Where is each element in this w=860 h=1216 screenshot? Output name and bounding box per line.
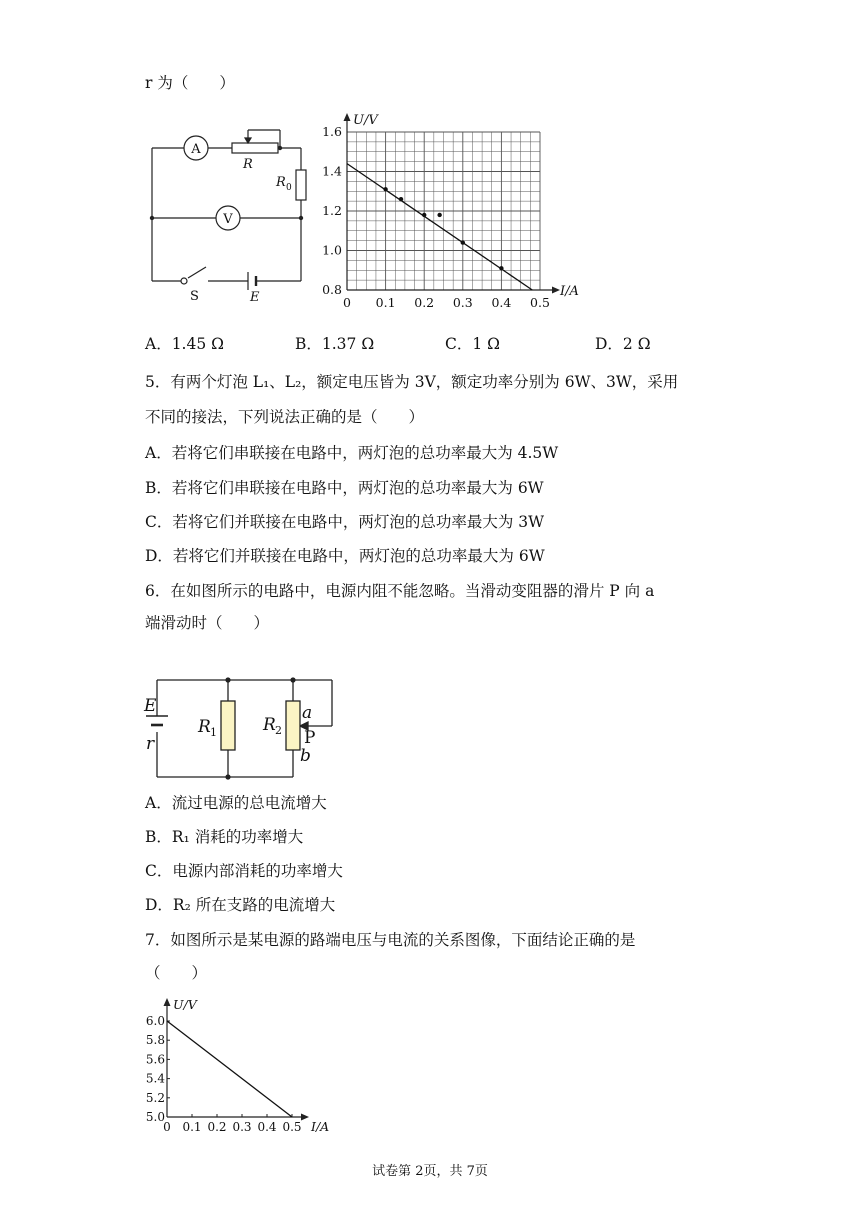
q4-option-a[interactable]: A．1.45 Ω — [145, 335, 224, 353]
terminal-b-label: b — [300, 746, 311, 766]
y-tick-label: 5.0 — [145, 1110, 165, 1124]
x-axis-label: I/A — [311, 1119, 330, 1134]
q7-ui-chart — [140, 995, 340, 1140]
y-tick-label: 5.4 — [145, 1071, 165, 1086]
q4-intro: r 为（ ） — [145, 74, 235, 92]
q5-option-b[interactable]: B．若将它们串联接在电路中，两灯泡的总功率最大为 6W — [145, 479, 544, 497]
series-line — [167, 1021, 292, 1117]
q4-option-b[interactable]: B．1.37 Ω — [295, 335, 375, 353]
x-tick-label: 0.2 — [207, 1120, 227, 1134]
r0-subscript: 0 — [286, 183, 292, 193]
q6-option-c[interactable]: C．电源内部消耗的功率增大 — [145, 862, 343, 880]
q5-option-d[interactable]: D．若将它们并联接在电路中，两灯泡的总功率最大为 6W — [145, 547, 545, 565]
r2-subscript: 2 — [275, 724, 282, 737]
q6-circuit-diagram — [140, 668, 345, 786]
emf-label: E — [144, 696, 157, 716]
q5-option-a[interactable]: A．若将它们串联接在电路中，两灯泡的总功率最大为 4.5W — [145, 444, 559, 462]
data-point — [437, 213, 441, 217]
ammeter-label: A — [191, 142, 201, 157]
voltmeter-label: V — [223, 212, 233, 227]
y-tick-label: 1.2 — [322, 203, 342, 218]
q6-stem-line2: 端滑动时（ ） — [145, 614, 270, 632]
x-tick-label: 0 — [163, 1120, 171, 1134]
x-tick-label: 0.5 — [530, 295, 550, 310]
x-axis-arrow-icon — [552, 287, 560, 294]
y-axis-label: U/V — [353, 113, 378, 128]
data-point — [383, 187, 387, 191]
r1-resistor-icon — [221, 701, 235, 750]
data-point — [499, 266, 503, 270]
data-point — [461, 240, 465, 244]
r1-label: R — [198, 717, 211, 737]
y-tick-label: 5.2 — [145, 1090, 165, 1105]
x-axis-arrow-icon — [301, 1114, 309, 1121]
x-tick-label: 0.1 — [182, 1120, 202, 1134]
q5-stem-line2: 不同的接法，下列说法正确的是（ ） — [145, 408, 425, 426]
r2-rheostat-icon — [286, 701, 300, 750]
q4-ui-chart — [310, 110, 600, 315]
x-tick-label: 0.4 — [491, 295, 512, 310]
y-axis-arrow-icon — [164, 998, 171, 1006]
fit-line — [347, 164, 532, 290]
r1-subscript: 1 — [210, 726, 217, 739]
switch-icon — [181, 278, 187, 284]
y-tick-label: 1.6 — [322, 124, 342, 139]
q5-stem-line1: 5．有两个灯泡 L₁、L₂，额定电压皆为 3V，额定功率分别为 6W、3W，采用 — [145, 373, 679, 391]
r0-label: R — [276, 175, 286, 190]
terminal-a-label: a — [302, 703, 313, 723]
x-tick-label: 0.3 — [452, 295, 473, 310]
q6-option-d[interactable]: D．R₂ 所在支路的电流增大 — [145, 896, 336, 914]
q6-option-b[interactable]: B．R₁ 消耗的功率增大 — [145, 828, 304, 846]
q6-stem-line1: 6．在如图所示的电路中，电源内阻不能忽略。当滑动变阻器的滑片 P 向 a — [145, 582, 655, 600]
r2-label: R — [263, 715, 276, 735]
data-point — [399, 197, 403, 201]
q4-option-d[interactable]: D．2 Ω — [595, 335, 651, 353]
y-tick-label: 1.0 — [322, 242, 342, 258]
y-tick-label: 5.8 — [145, 1033, 165, 1048]
q4-circuit-diagram — [140, 118, 320, 313]
y-tick-label: 5.6 — [145, 1052, 165, 1067]
internal-resistance-label: r — [146, 734, 155, 754]
x-tick-label: 0.4 — [257, 1120, 277, 1134]
y-axis-arrow-icon — [344, 113, 351, 121]
x-tick-label: 0.2 — [414, 295, 435, 310]
x-tick-label: 0.3 — [232, 1120, 252, 1134]
q6-option-a[interactable]: A．流过电源的总电流增大 — [145, 794, 327, 812]
q7-stem-line2: （ ） — [145, 964, 208, 982]
x-axis-label: I/A — [560, 284, 579, 299]
y-tick-label: 1.4 — [322, 163, 342, 179]
q7-stem-line1: 7．如图所示是某电源的路端电压与电流的关系图像，下面结论正确的是 — [145, 931, 636, 949]
x-tick-label: 0 — [343, 295, 351, 310]
battery-label: E — [250, 290, 260, 305]
data-point — [422, 213, 426, 217]
switch-label: S — [190, 289, 199, 304]
q4-option-c[interactable]: C．1 Ω — [445, 335, 500, 353]
slider-p-label: P — [304, 728, 316, 748]
x-tick-label: 0.1 — [375, 295, 396, 310]
y-axis-label: U/V — [173, 997, 197, 1012]
rheostat-label: R — [243, 157, 253, 172]
y-tick-label: 6.0 — [145, 1014, 165, 1028]
x-tick-label: 0.5 — [282, 1120, 302, 1134]
q5-option-c[interactable]: C．若将它们并联接在电路中，两灯泡的总功率最大为 3W — [145, 513, 545, 531]
y-tick-label: 0.8 — [322, 282, 342, 297]
page-footer: 试卷第 2页，共 7页 — [372, 1164, 488, 1179]
